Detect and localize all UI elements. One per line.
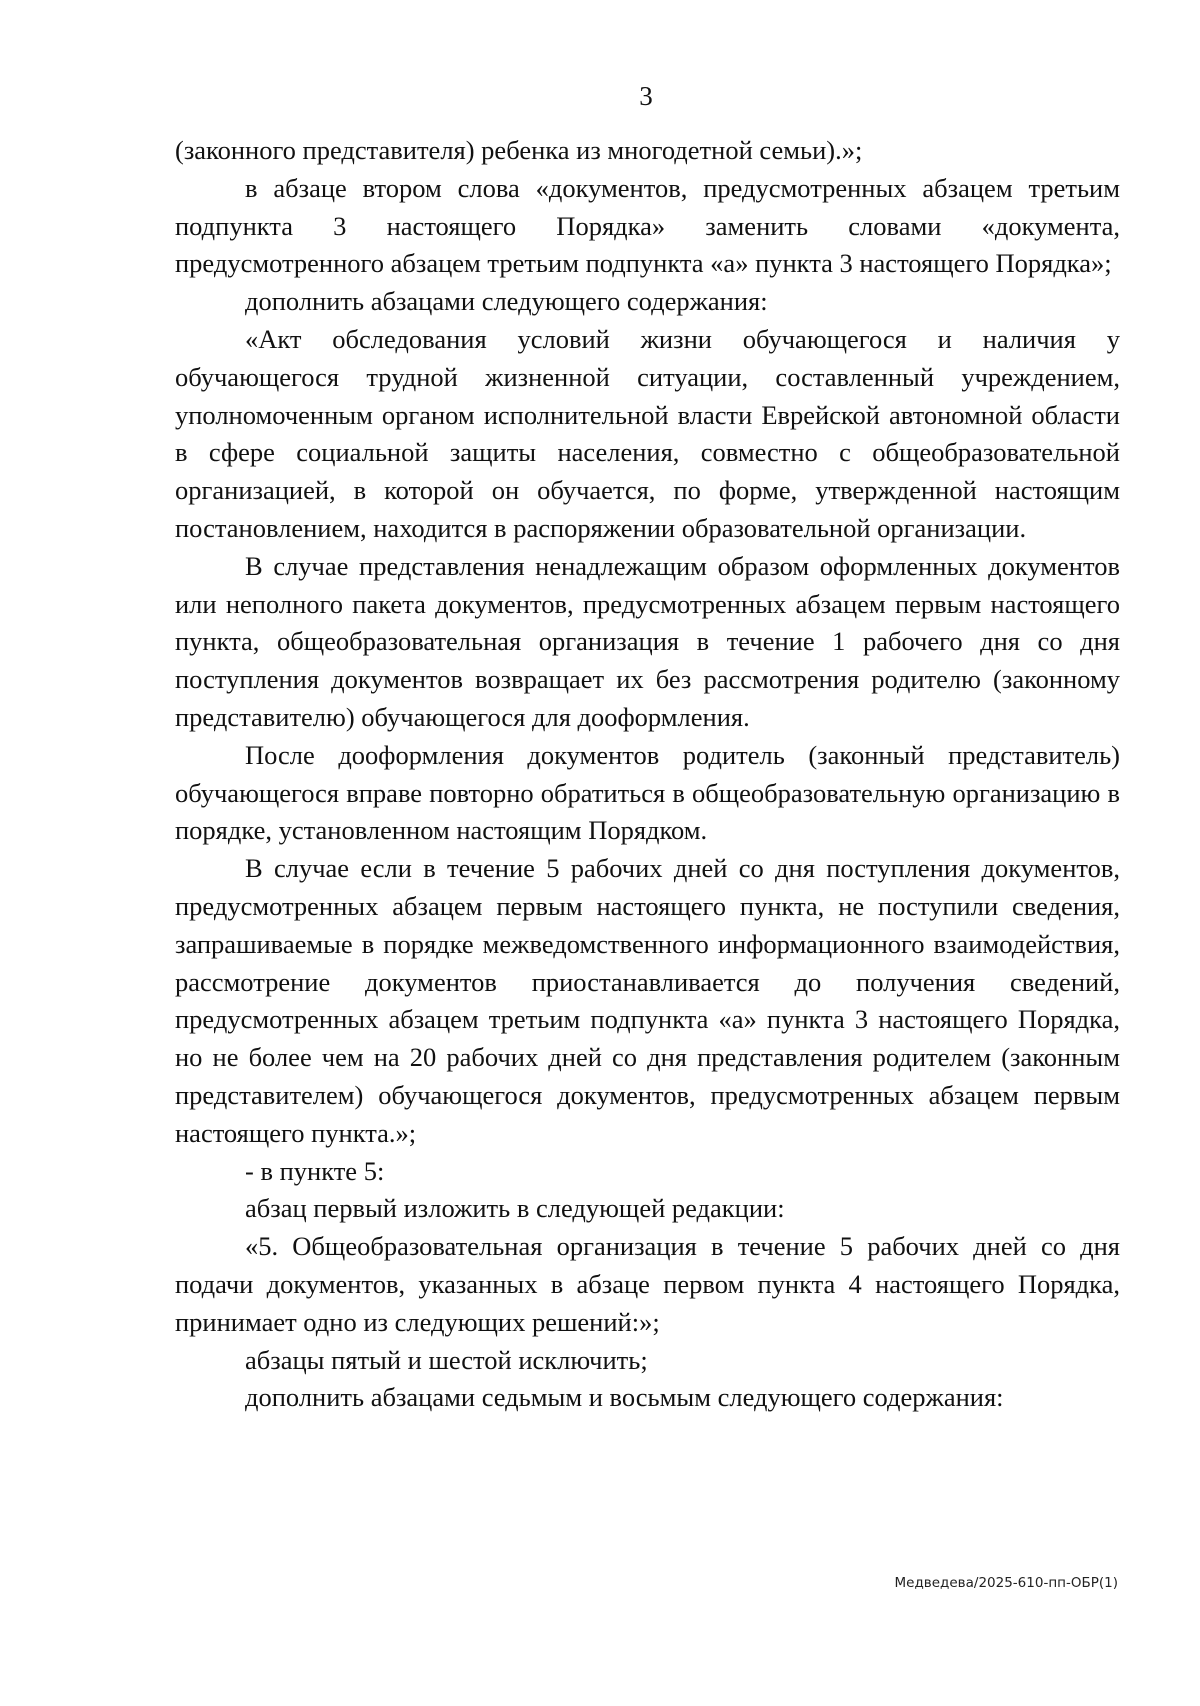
paragraph: (законного представителя) ребенка из многодетной семьи).»;	[175, 135, 863, 165]
paragraph: - в пункте 5:	[245, 1155, 385, 1186]
paragraph: «Акт обследования условий жизни обучающегося и наличия у обучающегося трудной жизненной ситуации, составленный учреждением, уполномоченным органом исполнительной власти Еврейской автономной области в сфере социальной защиты населения, совместно с общеобразовательной организацией, в которой он обучается, по форме, утвержденной настоящим постановлением, находится в распоряжении образовательной организации.	[175, 323, 1120, 543]
paragraph: В случае если в течение 5 рабочих дней со дня поступления документов, предусмотренных абзацем первым настоящего пункта, не поступили сведения, запрашиваемые в порядке межведомственного информационного взаимодействия, рассмотрение документов приостанавливается до получения сведений, предусмотренных абзацем третьим подпункта «а» пункта 3 настоящего Порядка, но не более чем на 20 рабочих дней со дня представления родителем (законным представителем) обучающегося документов, предусмотренных абзацем первым настоящего пункта.»;	[175, 853, 1120, 1148]
paragraph: абзацы пятый и шестой исключить;	[245, 1344, 648, 1375]
paragraph: дополнить абзацами седьмым и восьмым следующего содержания:	[245, 1382, 1004, 1413]
paragraph: дополнить абзацами следующего содержания:	[245, 286, 768, 317]
paragraph: В случае представления ненадлежащим образом оформленных документов или неполного пакета документов, предусмотренных абзацем первым настоящего пункта, общеобразовательная организация в течение 1 рабочего дня со дня поступления документов возвращает их без рассмотрения родителю (законному представителю) обучающегося для дооформления.	[175, 550, 1120, 732]
paragraph: абзац первый изложить в следующей редакции:	[245, 1193, 785, 1224]
document-body	[175, 132, 1120, 1417]
paragraph: в абзаце втором слова «документов, предусмотренных абзацем третьим подпункта 3 настоящего Порядка» заменить словами «документа, предусмотренного абзацем третьим подпункта «а» пункта 3 настоящего Порядка»;	[175, 172, 1120, 279]
paragraph: «5. Общеобразовательная организация в течение 5 рабочих дней со дня подачи документов, указанных в абзаце первом пункта 4 настоящего Порядка, принимает одно из следующих решений:»;	[175, 1231, 1120, 1337]
paragraph: После дооформления документов родитель (законный представитель) обучающегося вправе повторно обратиться в общеобразовательную организацию в порядке, установленном настоящим Порядком.	[175, 739, 1120, 846]
page-number: 3	[639, 81, 653, 111]
document-footer-code: Медведева/2025-610-пп-ОБР(1)	[894, 1575, 1118, 1591]
